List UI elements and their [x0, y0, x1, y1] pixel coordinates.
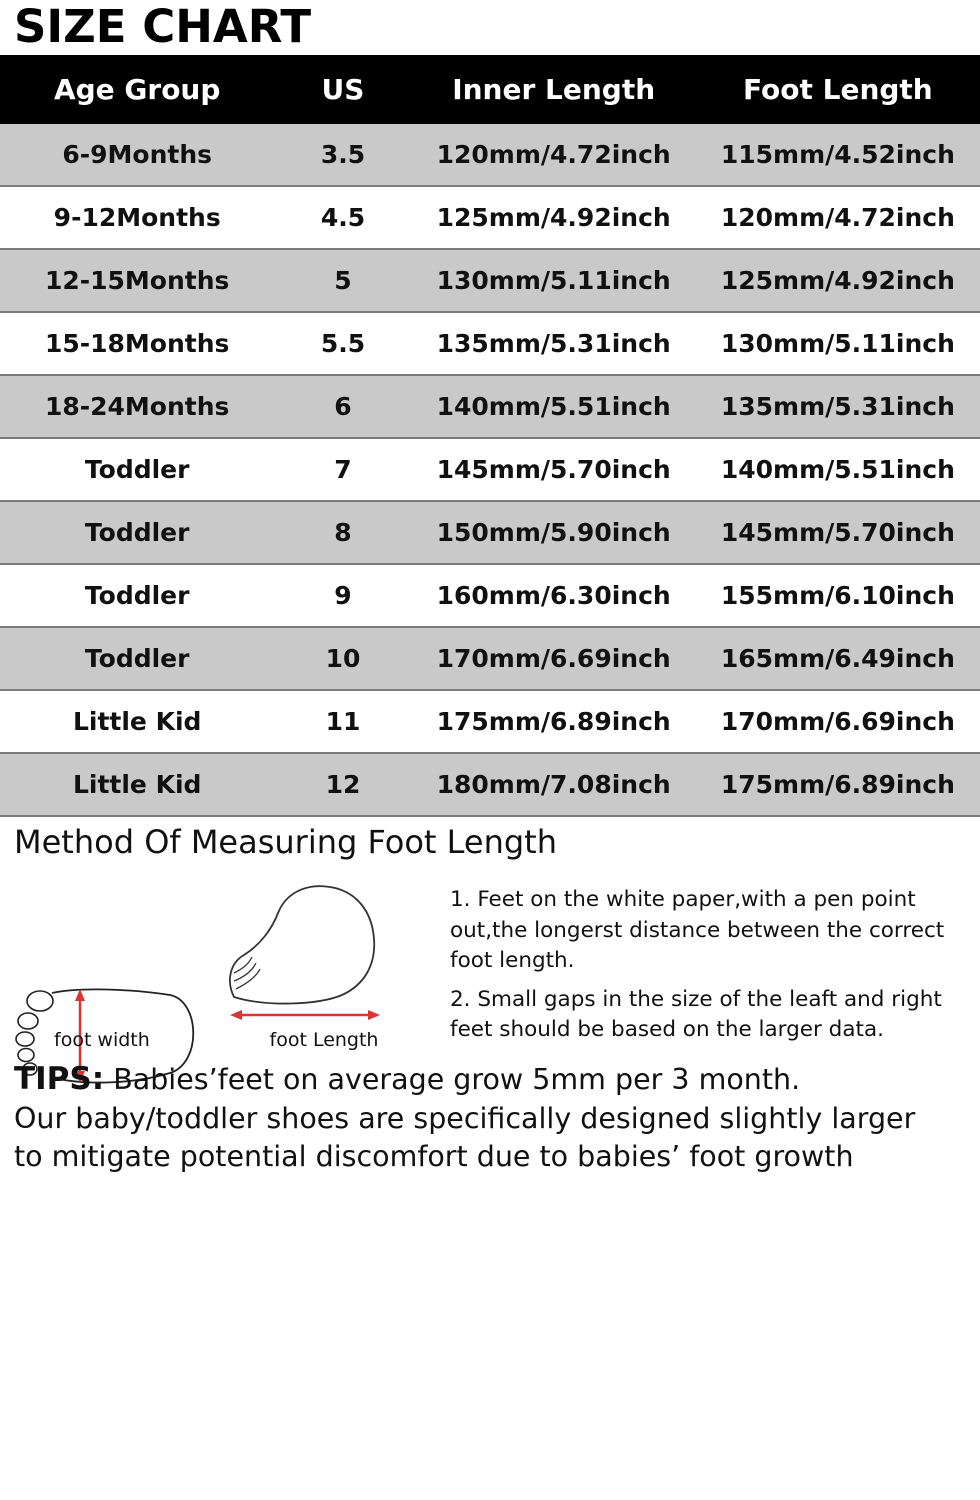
- cell-inner-length: 170mm/6.69inch: [412, 627, 696, 690]
- cell-us: 5.5: [274, 312, 411, 375]
- tips-label: TIPS:: [14, 1060, 105, 1097]
- cell-inner-length: 125mm/4.92inch: [412, 186, 696, 249]
- tips-first-line: [14, 1058, 980, 1100]
- method-heading: Method Of Measuring Foot Length: [14, 823, 557, 861]
- cell-inner-length: 130mm/5.11inch: [412, 249, 696, 312]
- table-row: [0, 627, 980, 690]
- cell-age-group: Toddler: [0, 501, 274, 564]
- cell-us: 4.5: [274, 186, 411, 249]
- table-row: [0, 501, 980, 564]
- page-title: SIZE CHART: [14, 0, 312, 53]
- cell-inner-length: 150mm/5.90inch: [412, 501, 696, 564]
- foot-width-label: foot width: [54, 1029, 150, 1051]
- table-row: [0, 249, 980, 312]
- cell-inner-length: 145mm/5.70inch: [412, 438, 696, 501]
- foot-length-diagram: [214, 877, 434, 1051]
- cell-us: 8: [274, 501, 411, 564]
- table-row: [0, 375, 980, 438]
- cell-us: 9: [274, 564, 411, 627]
- cell-foot-length: 140mm/5.51inch: [696, 438, 980, 501]
- cell-us: 5: [274, 249, 411, 312]
- cell-foot-length: 155mm/6.10inch: [696, 564, 980, 627]
- cell-foot-length: 130mm/5.11inch: [696, 312, 980, 375]
- cell-foot-length: 145mm/5.70inch: [696, 501, 980, 564]
- cell-foot-length: 135mm/5.31inch: [696, 375, 980, 438]
- cell-foot-length: 125mm/4.92inch: [696, 249, 980, 312]
- cell-age-group: 18-24Months: [0, 375, 274, 438]
- cell-inner-length: 120mm/4.72inch: [412, 124, 696, 186]
- table-row: [0, 312, 980, 375]
- cell-inner-length: 175mm/6.89inch: [412, 690, 696, 753]
- table-row: [0, 690, 980, 753]
- cell-us: 3.5: [274, 124, 411, 186]
- tips-text-1: Babies’feet on average grow 5mm per 3 month.: [113, 1062, 801, 1096]
- step-item: 1. Feet on the white paper,with a pen point out,the longerst distance between the correct foot length.: [450, 887, 945, 974]
- cell-foot-length: 170mm/6.69inch: [696, 690, 980, 753]
- column-header-inner-length: Inner Length: [412, 55, 696, 124]
- table-row: [0, 753, 980, 816]
- cell-inner-length: 160mm/6.30inch: [412, 564, 696, 627]
- cell-age-group: 6-9Months: [0, 124, 274, 186]
- method-section: [0, 863, 980, 1054]
- table-row: [0, 124, 980, 186]
- tips-text-3: to mitigate potential discomfort due to babies’ foot growth: [14, 1140, 854, 1174]
- tips-text-2: Our baby/toddler shoes are specifically designed slightly larger: [14, 1101, 916, 1135]
- column-header-us: US: [274, 55, 411, 124]
- table-row: [0, 186, 980, 249]
- measuring-steps: [440, 863, 970, 1054]
- cell-age-group: 12-15Months: [0, 249, 274, 312]
- cell-age-group: Toddler: [0, 438, 274, 501]
- cell-inner-length: 135mm/5.31inch: [412, 312, 696, 375]
- cell-age-group: 15-18Months: [0, 312, 274, 375]
- cell-inner-length: 140mm/5.51inch: [412, 375, 696, 438]
- step-item: 2. Small gaps in the size of the leaft and right feet should be based on the larger data.: [450, 986, 942, 1043]
- column-header-age-group: Age Group: [0, 55, 274, 124]
- cell-foot-length: 165mm/6.49inch: [696, 627, 980, 690]
- foot-width-diagram: [10, 973, 210, 1051]
- cell-us: 7: [274, 438, 411, 501]
- cell-age-group: 9-12Months: [0, 186, 274, 249]
- size-table: [0, 55, 980, 817]
- cell-us: 12: [274, 753, 411, 816]
- cell-foot-length: 175mm/6.89inch: [696, 753, 980, 816]
- foot-diagrams: [10, 863, 440, 1051]
- table-row: [0, 564, 980, 627]
- cell-us: 6: [274, 375, 411, 438]
- cell-age-group: Little Kid: [0, 690, 274, 753]
- foot-length-label: foot Length: [269, 1029, 379, 1051]
- cell-age-group: Toddler: [0, 627, 274, 690]
- cell-age-group: Toddler: [0, 564, 274, 627]
- table-row: [0, 438, 980, 501]
- cell-foot-length: 115mm/4.52inch: [696, 124, 980, 186]
- cell-inner-length: 180mm/7.08inch: [412, 753, 696, 816]
- cell-age-group: Little Kid: [0, 753, 274, 816]
- cell-us: 10: [274, 627, 411, 690]
- cell-us: 11: [274, 690, 411, 753]
- table-header-row: [0, 55, 980, 124]
- cell-foot-length: 120mm/4.72inch: [696, 186, 980, 249]
- foot-side-icon: [214, 877, 424, 1027]
- column-header-foot-length: Foot Length: [696, 55, 980, 124]
- tips-section: [0, 1054, 980, 1178]
